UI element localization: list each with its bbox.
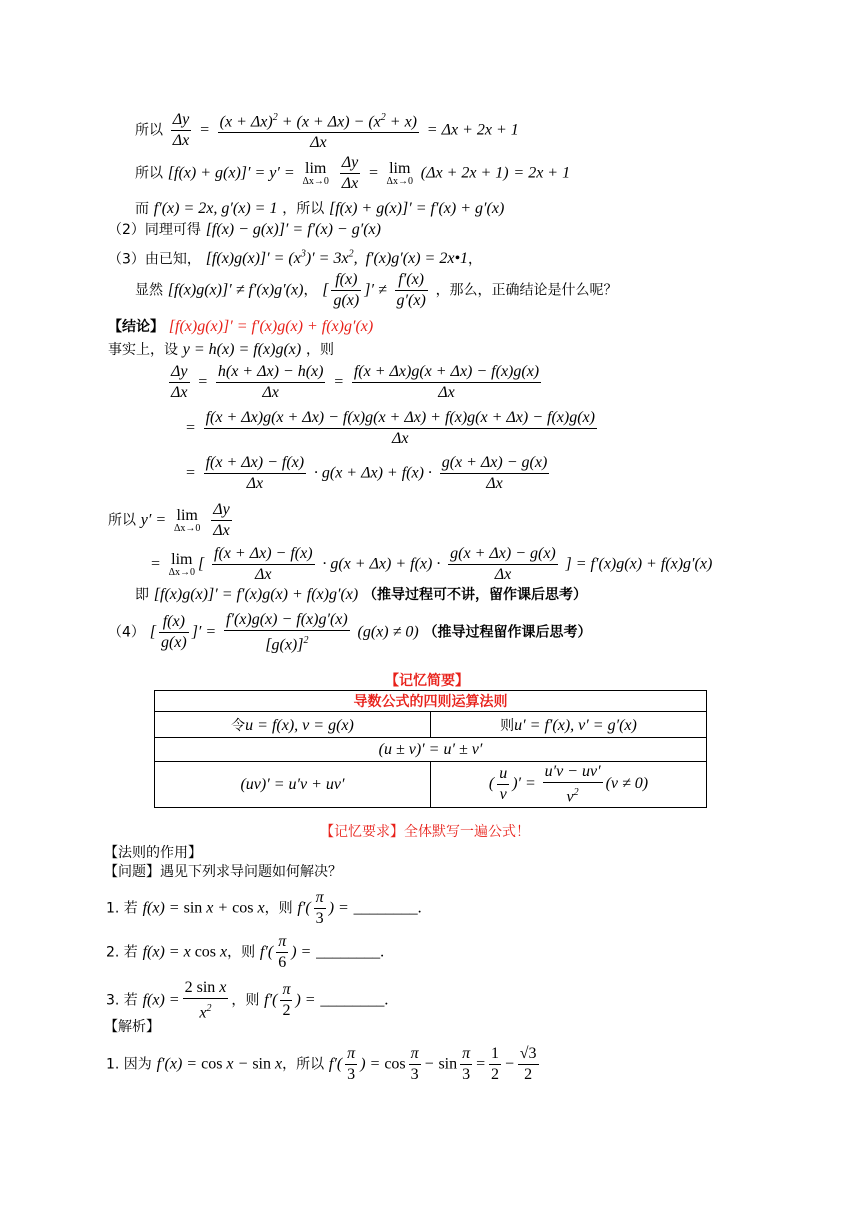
answer-1: 1. 因为 f′(x) = cos x − sin x，所以 f′( $\frac{\pi}{3}$ ) = cos $\frac{\pi}{3}$ − sin $\frac{\pi}{3}$ = $\frac{1}{2}$ − $\frac{√3}{2}$ — [106, 1045, 537, 1083]
cell-quotient-rule: ( $\frac{u}{v}$ )′ = $\frac{u'v - uv'}{v^2}$ (v ≠ 0) — [431, 762, 707, 808]
label-item-4: （4） — [108, 624, 145, 641]
q3-blank: ________. — [320, 991, 389, 1009]
a1-label: 1. 因为 — [106, 1056, 152, 1073]
question-1: 1. 若 f(x) = sin x + cos x，则 f′( $\frac{\pi}{3}$ ) = ________. — [106, 889, 422, 927]
memory-requirement: 【记忆要求】全体默写一遍公式！ — [320, 824, 530, 840]
label-conclusion: 【结论】 — [108, 319, 164, 335]
line-derivation-2: = f(x + Δx)g(x + Δx) − f(x)g(x + Δx) + f(x)g(x + Δx) − f(x)g(x) Δx — [185, 409, 595, 447]
label-item-2: （2）同理可得 — [108, 222, 201, 238]
text-fact-then: ，则 — [305, 342, 334, 358]
line-limit-derivative: 所以 [f(x) + g(x)]′ = y′ = lim Δx→0 $\frac{\Delta y}{\Delta x}$ = lim Δx→0 (Δx + 2x + 1) = 2x + 1 — [135, 154, 571, 192]
q1-label: 1. 若 — [106, 900, 138, 917]
text-suoyi-4: 所以 — [108, 512, 136, 529]
line-delta-ratio: 所以 $\frac{\Delta y}{\Delta x}$ = $\frac{(x + \Delta x)^2 + (x + \Delta x) - (x^2 + x)}{\Delta x}$ = Δx + 2x + 1 — [135, 108, 519, 153]
question-2: 2. 若 f(x) = x cos x，则 f′( $\frac{\pi}{6}$ ) = ________. — [106, 933, 385, 971]
text-fact-intro: 事实上，设 — [108, 342, 178, 358]
analysis-header: 【解析】 — [104, 1019, 160, 1035]
line-quotient-rule: （4） [ $\frac{f(x)}{g(x)}$ ]′ = $\frac{f'(x)g(x) - f(x)g'(x)}{[g(x)]^2}$ (g(x) ≠ 0) （推导过程留作课后思考） — [108, 611, 592, 654]
line-product-example: （3）由已知， $[f(x)g(x)]' = (x^3)' = 3x^2$, f′(x)g′(x) = 2x•1， — [108, 249, 483, 268]
q3-label: 3. 若 — [106, 992, 138, 1009]
q2-label: 2. 若 — [106, 944, 138, 961]
fraction-dy-dx-2: $\frac{\Delta y}{\Delta x}$ — [341, 154, 359, 192]
result-expression: = Δx + 2x + 1 — [426, 121, 519, 139]
question-header: 【问题】遇见下列求导问题如何解决？ — [104, 864, 342, 880]
text-ji: 即 — [135, 587, 149, 603]
text-suoyi-2: 所以 — [135, 165, 163, 182]
cell-product-rule: (uv)′ = u′v + uv′ — [155, 762, 431, 808]
line-so-yprime: 所以 y′ = lim Δx→0 $\frac{\Delta y}{\Delta x}$ — [108, 501, 230, 539]
fraction-expansion: $\frac{(x + \Delta x)^2 + (x + \Delta x) - (x^2 + x)}{\Delta x}$ — [218, 108, 419, 153]
line-derivation-4: = lim Δx→0 [ $\frac{f(x + \Delta x) - f(x)}{\Delta x}$ · g(x + Δx) + f(x) · $\frac{g(x + \Delta x) - g(x)}{\Delta x}$ ] = f′(x)g(x) + f(x)g′(x) — [150, 545, 713, 583]
line-difference-rule: （2）同理可得 [f(x) − g(x)]′ = f′(x) − g′(x) — [108, 221, 381, 238]
q1-then: ，则 — [264, 900, 293, 917]
memory-title: 【记忆简要】 — [385, 673, 469, 689]
quotient-rule-fraction: $\frac{f'(x)g(x) - f(x)g'(x)}{[g(x)]^2}$ — [226, 611, 348, 654]
line-obviously: 显然 [f(x)g(x)]′ ≠ f′(x)g′(x)， [ $\frac{f(x)}{g(x)}$ ]′ ≠ $\frac{f'(x)}{g'(x)}$ ，那么，正确结论是什么呢？ — [135, 271, 618, 309]
text-er: 而 — [135, 201, 149, 217]
derivative-rules-table — [154, 690, 707, 808]
q2-blank: ________. — [316, 943, 385, 961]
q3-then: ，则 — [231, 992, 260, 1009]
fraction-dy-dx: $\frac{\Delta y}{\Delta x}$ — [172, 111, 190, 150]
rules-header: 【法则的作用】 — [104, 845, 202, 861]
text-question: ，那么，正确结论是什么呢？ — [435, 282, 618, 299]
line-fact: 事实上，设 y = h(x) = f(x)g(x) ，则 — [108, 341, 334, 358]
cell-let: 令u = f(x), v = g(x) — [155, 712, 431, 738]
product-rule-formula: [f(x)g(x)]′ = f′(x)g(x) + f(x)g′(x) — [168, 318, 374, 335]
fraction-f-over-g: $\frac{f(x)}{g(x)}$ — [333, 271, 360, 309]
q2-then: ，则 — [227, 944, 256, 961]
cell-sum-rule: (u ± v)′ = u′ ± v′ — [155, 738, 707, 762]
line-sum-rule: 而 f′(x) = 2x, g′(x) = 1 ，所以 [f(x) + g(x)]′ = f′(x) + g′(x) — [135, 200, 505, 217]
line-conclusion — [108, 316, 373, 337]
label-item-3: （3）由已知， — [108, 251, 201, 268]
note-derivation-optional: （推导过程可不讲，留作课后思考） — [363, 587, 587, 603]
text-suoyi-3: ，所以 — [282, 201, 325, 217]
table-title: 导数公式的四则运算法则 — [155, 691, 707, 712]
fraction-fprime-over-gprime: $\frac{f'(x)}{g'(x)}$ — [396, 271, 426, 309]
limit-operator-2: lim Δx→0 — [386, 159, 413, 187]
q1-blank: ________. — [353, 899, 422, 917]
limit-result: = 2x + 1 — [513, 164, 571, 182]
text-suoyi-1: 所以 — [135, 122, 163, 139]
cell-then: 则u′ = f′(x), v′ = g′(x) — [431, 712, 707, 738]
line-ie: 即 [f(x)g(x)]′ = f′(x)g(x) + f(x)g′(x) （推导过程可不讲，留作课后思考） — [135, 586, 587, 603]
text-xianran: 显然 — [135, 282, 163, 299]
a1-so: ，所以 — [282, 1056, 325, 1073]
note-derivation-homework: （推导过程留作课后思考） — [423, 624, 592, 641]
line-derivation-1: $\frac{\Delta y}{\Delta x}$ = $\frac{h(x + \Delta x) - h(x)}{\Delta x}$ = $\frac{f(x + \Delta x)g(x + \Delta x) - f(x)g(x)}{\Delta x}$ — [171, 363, 540, 401]
limit-operator: lim Δx→0 — [302, 159, 329, 187]
line-derivation-3: = $\frac{f(x + \Delta x) - f(x)}{\Delta x}$ · g(x + Δx) + f(x) · $\frac{g(x + \Delta x) - g(x)}{\Delta x}$ — [185, 454, 548, 492]
question-3: 3. 若 f(x) = $\frac{\text{2 sin x}}{x^2}$ ，则 f′( $\frac{\pi}{2}$ ) = ________. — [106, 979, 389, 1022]
